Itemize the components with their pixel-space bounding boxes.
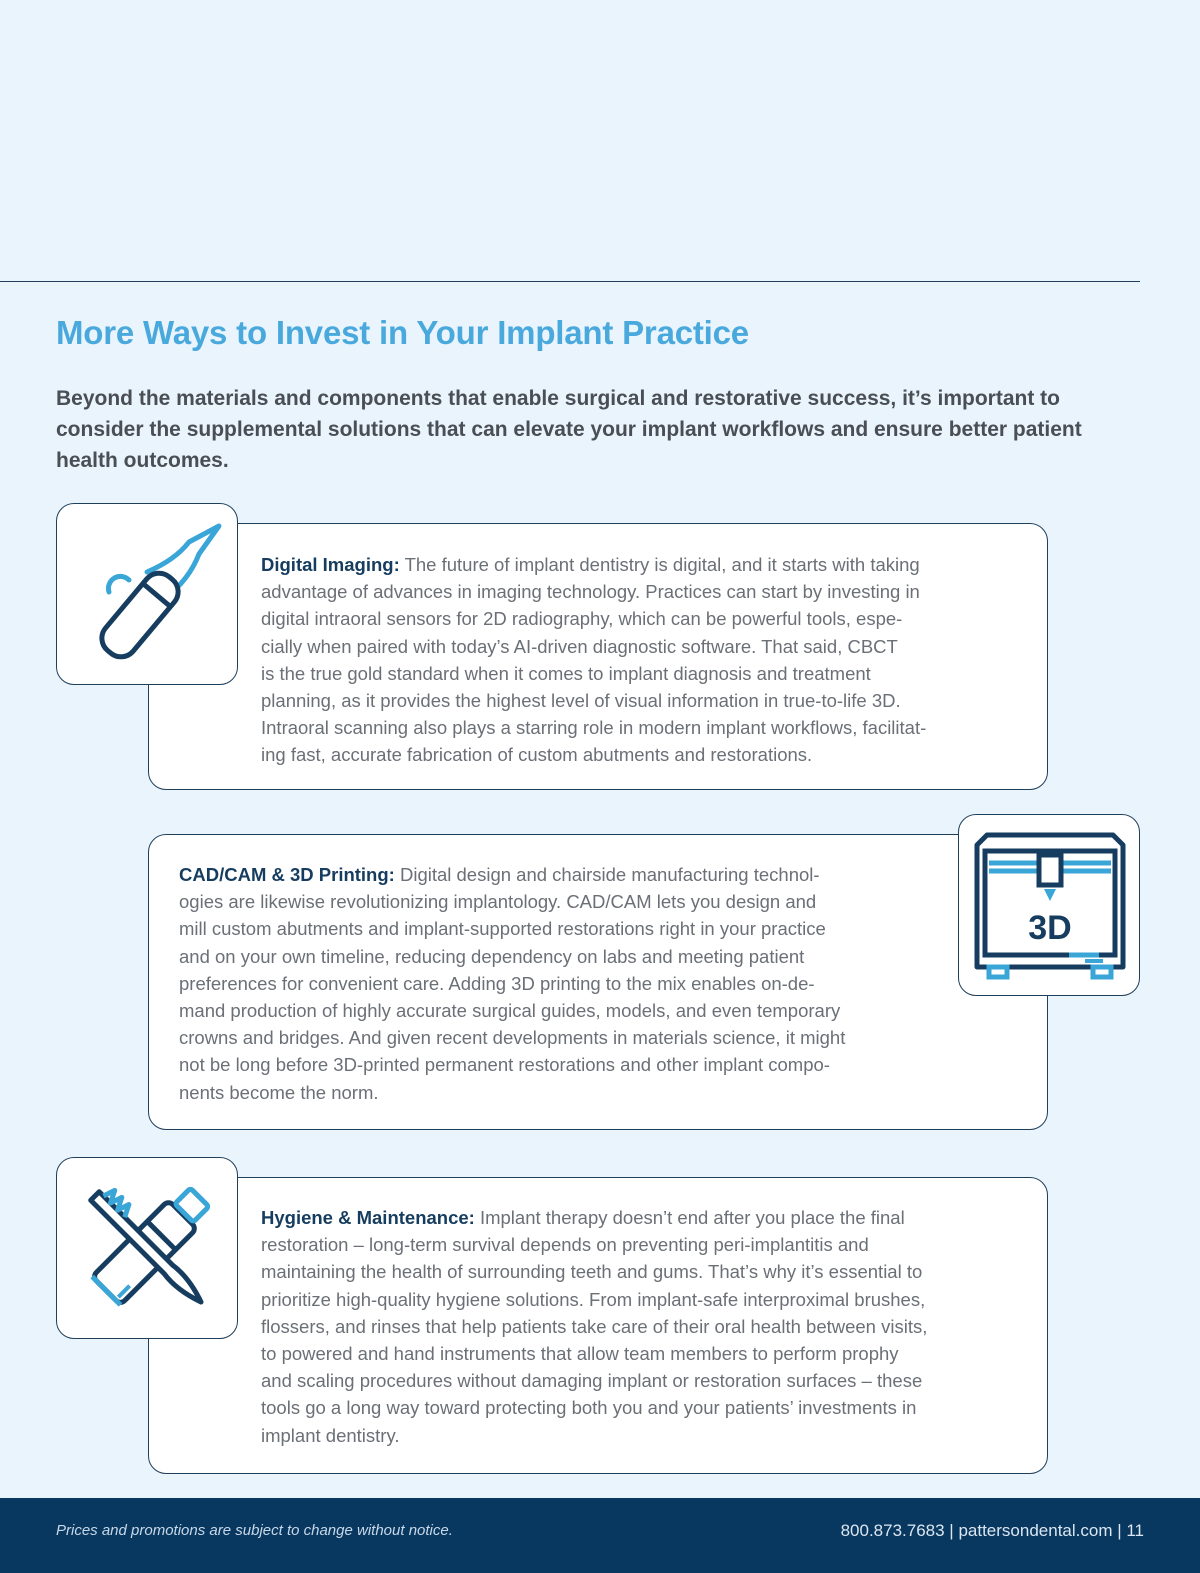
digital-imaging-line: ing fast, accurate fabrication of custom abutments and restorations. [261, 744, 813, 766]
hygiene-maintenance-line: and scaling procedures without damaging implant or restoration surfaces – these [261, 1370, 923, 1392]
page-footer [0, 1498, 1200, 1573]
hygiene-maintenance-line: Implant therapy doesn’t end after you place the final [479, 1207, 905, 1228]
digital-imaging-line: Intraoral scanning also plays a starring role in modern implant workflows, facilitat- [261, 717, 927, 739]
digital-imaging-line: is the true gold standard when it comes to implant diagnosis and treatment [261, 662, 871, 684]
cadcam-3d-printing-line: crowns and bridges. And given recent developments in materials science, it might [179, 1027, 846, 1049]
cadcam-3d-printing-line: Digital design and chairside manufacturing technol- [399, 864, 820, 885]
digital-imaging-line: cially when paired with today’s AI-driven diagnostic software. That said, CBCT [261, 635, 898, 657]
cadcam-3d-printing-line: ogies are likewise revolutionizing implantology. CAD/CAM lets you design and [179, 891, 817, 913]
digital-imaging-line: advantage of advances in imaging technology. Practices can start by investing in [261, 581, 920, 603]
hygiene-maintenance-line: flossers, and rinses that help patients take care of their oral health between visits, [261, 1315, 928, 1337]
hygiene-maintenance-line: maintaining the health of surrounding teeth and gums. That’s why it’s essential to [261, 1261, 923, 1283]
intro-paragraph: Beyond the materials and components that enable surgical and restorative success, it’s important to consider the supplemental solutions that can elevate your implant workflows and ensure better patient health outcomes. [56, 387, 1082, 472]
hygiene-maintenance-line: restoration – long-term survival depends on preventing peri-implantitis and [261, 1234, 869, 1256]
digital-imaging-term: Digital Imaging: [261, 554, 400, 575]
hygiene-maintenance-line: tools go a long way toward protecting both you and your patients’ investments in [261, 1397, 917, 1419]
top-divider [0, 281, 1140, 282]
hygiene-maintenance-line: prioritize high-quality hygiene solutions. From implant-safe interproximal brushes, [261, 1288, 926, 1310]
cadcam-3d-printing-line: mand production of highly accurate surgical guides, models, and even temporary [179, 1000, 841, 1022]
intraoral-scanner-icon-box [56, 503, 238, 685]
cadcam-3d-printing-line: mill custom abutments and implant-supported restorations right in your practice [179, 918, 826, 940]
digital-imaging-text [261, 551, 1041, 769]
cadcam-3d-printing-line: not be long before 3D-printed permanent restorations and other implant compo- [179, 1054, 830, 1076]
footer-disclaimer: Prices and promotions are subject to change without notice. [56, 1522, 453, 1539]
digital-imaging-line: planning, as it provides the highest level of visual information in true-to-life 3D. [261, 690, 901, 712]
3d-label: 3D [1028, 909, 1072, 947]
hygiene-maintenance-line: implant dentistry. [261, 1424, 400, 1446]
toothbrush-toothpaste-icon [57, 1158, 239, 1340]
page-title: More Ways to Invest in Your Implant Practice [56, 314, 749, 351]
cadcam-3d-printing-text [179, 861, 949, 1106]
hygiene-maintenance-term: Hygiene & Maintenance: [261, 1207, 475, 1228]
hygiene-maintenance-line: to powered and hand instruments that allow team members to perform prophy [261, 1343, 899, 1365]
cadcam-3d-printing-line: preferences for convenient care. Adding 3D printing to the mix enables on-de- [179, 972, 815, 994]
digital-imaging-line: The future of implant dentistry is digital, and it starts with taking [404, 554, 920, 575]
intraoral-scanner-icon [57, 504, 239, 686]
cadcam-3d-printing-term: CAD/CAM & 3D Printing: [179, 864, 395, 885]
cadcam-3d-printing-line: and on your own timeline, reducing dependency on labs and meeting patient [179, 945, 805, 967]
digital-imaging-line: digital intraoral sensors for 2D radiography, which can be powerful tools, espe- [261, 608, 903, 630]
hygiene-maintenance-text [261, 1204, 1041, 1449]
toothbrush-toothpaste-icon-box [56, 1157, 238, 1339]
cadcam-3d-printing-line: nents become the norm. [179, 1081, 379, 1103]
3d-printer-icon [959, 815, 1141, 997]
3d-printer-icon-box [958, 814, 1140, 996]
footer-contact: 800.873.7683 | pattersondental.com | 11 [840, 1521, 1144, 1540]
